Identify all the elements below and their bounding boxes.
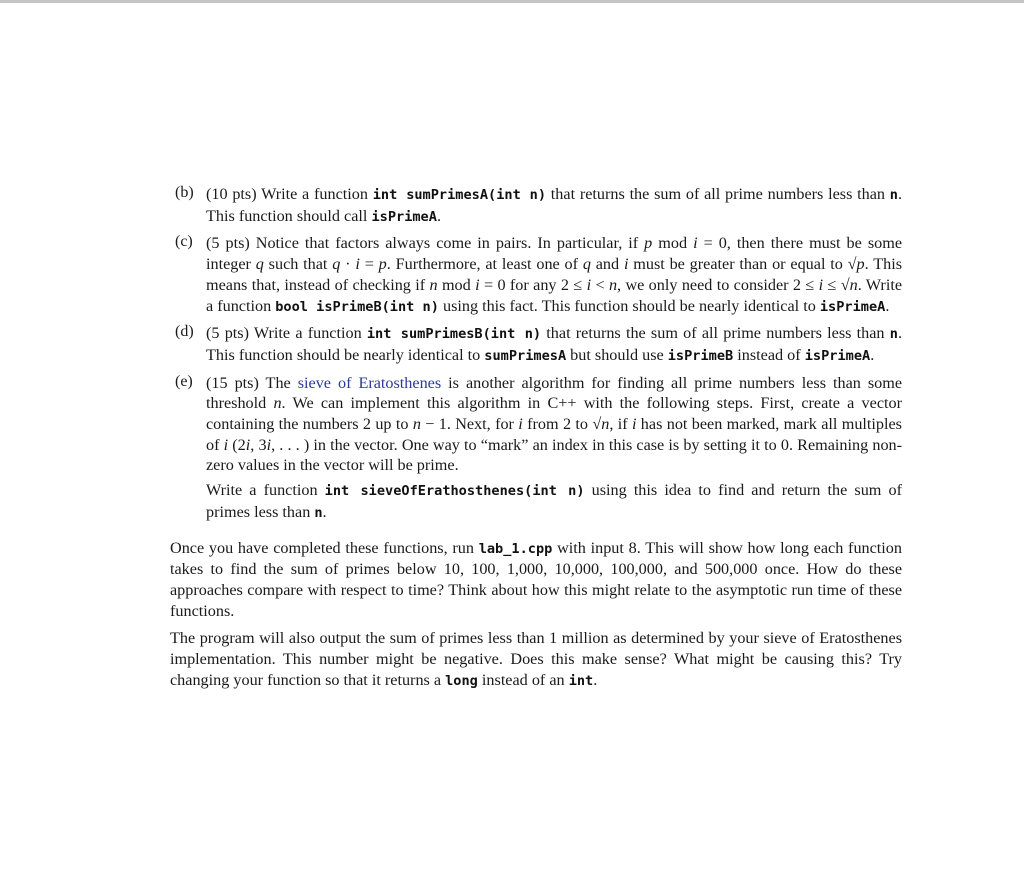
item-text: (5 pts) Write a function int sumPrimesB(int n) that returns the sum of all prime numbers less than n. This function should be nearly identical to sumPrimesA but should use isPrimeB instead of isPrimeA. <box>206 324 902 364</box>
document-page <box>170 184 902 691</box>
paragraph-overflow-question: The program will also output the sum of primes less than 1 million as determined by your sieve of Eratosthenes implementation. This number might be negative. Does this make sense? What might be causing this? Try changing your function so that it returns a long instead of an int. <box>170 629 902 689</box>
item-label: (e) <box>175 372 193 390</box>
item-b <box>170 184 902 227</box>
top-border <box>0 0 1024 3</box>
item-label: (d) <box>175 323 194 341</box>
item-text: (5 pts) Notice that factors always come in pairs. In particular, if p mod i = 0, then there must be some integer q such that q · i = p. Furthermore, at least one of q and i must be greater than or equal to √p. This means that, instead of checking if n mod i = 0 for any 2 ≤ i < n, we only need to consider 2 ≤ i ≤ √n. Write a function bool isPrimeB(int n) using this fact. This function should be nearly identical to isPrimeA. <box>206 234 903 315</box>
item-e <box>170 373 902 524</box>
item-text: (15 pts) The sieve of Eratosthenes is another algorithm for finding all prime numbers less than some threshold n. We can implement this algorithm in C++ with the following steps. First, create a vector containing the numbers 2 up to n − 1. Next, for i from 2 to √n, if i has not been marked, mark all multiples of i (2i, 3i, . . . ) in the vector. One way to “mark” an index in this case is by setting it to 0. Remaining non-zero values in the vector will be prime. <box>206 373 903 475</box>
item-c <box>170 233 902 317</box>
item-text: (10 pts) Write a function int sumPrimesA(int n) that returns the sum of all prime numbers less than n. This function should call isPrimeA. <box>206 185 902 225</box>
item-d <box>170 323 902 366</box>
paragraph-run-instructions: Once you have completed these functions, run lab_1.cpp with input 8. This will show how long each function takes to find the sum of primes below 10, 100, 1,000, 10,000, 100,000, and 500,000 once. How do these approaches compare with respect to time? Think about how this might relate to the asymptotic run time of these functions. <box>170 538 902 620</box>
item-label: (c) <box>175 233 193 251</box>
item-text-continued: Write a function int sieveOfErathosthenes(int n) using this idea to find and return the sum of primes less than n. <box>206 481 902 521</box>
item-label: (b) <box>175 184 194 201</box>
